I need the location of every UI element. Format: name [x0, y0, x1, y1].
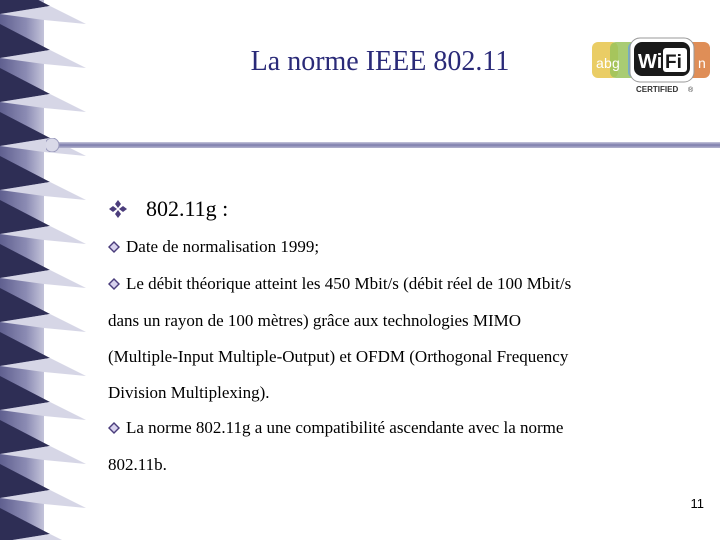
slide-title: La norme IEEE 802.11	[250, 46, 510, 77]
list-item	[108, 266, 668, 411]
logo-certified-text: CERTIFIED	[636, 85, 679, 94]
item-line: 802.11b.	[108, 455, 167, 474]
section-title: 802.11g :	[146, 196, 229, 221]
logo-registered-mark: ®	[688, 87, 694, 94]
four-diamond-bullet-icon	[108, 199, 128, 219]
left-decorative-band	[0, 0, 92, 540]
item-line: (Multiple-Input Multiple-Output) et OFDM (Orthogonal Frequency	[108, 347, 569, 366]
logo-brand-wi: Wi	[638, 51, 663, 73]
list-item	[108, 229, 668, 266]
wifi-certified-logo	[590, 36, 712, 96]
title-divider-rule	[46, 138, 720, 152]
logo-brand-fi: Fi	[665, 52, 682, 73]
diamond-bullet-icon	[108, 422, 120, 434]
logo-letter-b: b	[604, 55, 612, 71]
item-line: Le débit théorique atteint les 450 Mbit/s (débit réel de 100 Mbit/s	[126, 274, 572, 293]
diamond-bullet-icon	[108, 278, 120, 290]
logo-letter-a: a	[596, 55, 604, 71]
logo-letter-n: n	[698, 55, 706, 71]
list-item	[108, 410, 668, 483]
section-heading	[108, 196, 228, 222]
logo-letter-g: g	[612, 55, 620, 71]
page-number: 11	[690, 496, 704, 511]
diamond-bullet-icon	[108, 241, 120, 253]
item-line: Date de normalisation 1999;	[126, 237, 320, 256]
item-line: La norme 802.11g a une compatibilité ascendante avec la norme	[126, 418, 564, 437]
item-line: Division Multiplexing).	[108, 383, 270, 402]
item-line: dans un rayon de 100 mètres) grâce aux technologies MIMO	[108, 311, 522, 330]
